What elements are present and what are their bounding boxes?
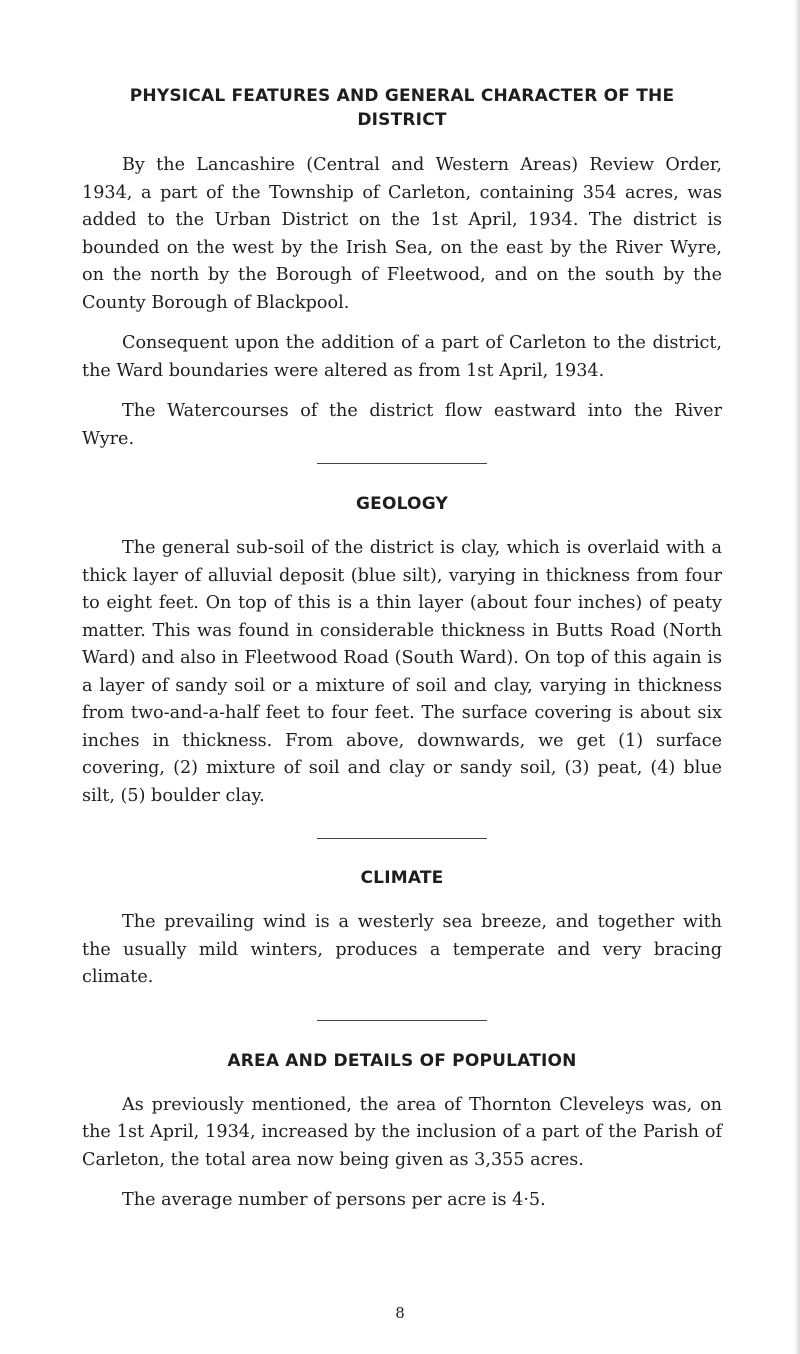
page-number: 8 <box>395 1304 405 1322</box>
paragraph-review-order: By the Lancashire (Central and Western Areas) Review Order, 1934, a part of the Township of Carleton, containing 354 acres, was added to the Urban District on the 1st April, 1934. The district is bounded on the west by the Irish Sea, on the east by the River Wyre, on the north by the Borough of Fleetwood, and on the south by the County Borough of Blackpool. <box>82 155 722 313</box>
heading-climate: CLIMATE <box>360 868 444 888</box>
section-divider <box>317 463 487 464</box>
section-divider <box>317 838 487 839</box>
paragraph-geology: The general sub-soil of the district is clay, which is overlaid with a thick layer of alluvial deposit (blue silt), varying in thickness from four to eight feet. On top of this is a thin layer (about four inches) of peaty matter. This was found in considerable thickness in Butts Road (North Ward) and also in Fleetwood Road (South Ward). On top of this again is a layer of sandy soil or a mixture of soil and clay, varying in thickness from two-and-a-half feet to four feet. The surface covering is about six inches in thickness. From above, downwards, we get (1) surface covering, (2) mixture of soil and clay or sandy soil, (3) peat, (4) blue silt, (5) boulder clay. <box>82 538 722 806</box>
paragraph-watercourses: The Watercourses of the district flow eastward into the River Wyre. <box>82 401 722 449</box>
heading-physical-features: PHYSICAL FEATURES AND GENERAL CHARACTER OF THE DISTRICT <box>129 86 675 130</box>
paragraph-climate: The prevailing wind is a westerly sea breeze, and together with the usually mild winters, produces a temperate and very bracing climate. <box>82 912 722 987</box>
paragraph-area: As previously mentioned, the area of Thornton Cleveleys was, on the 1st April, 1934, increased by the inclusion of a part of the Parish of Carleton, the total area now being given as 3,355 acres. <box>82 1094 722 1170</box>
paragraph-persons-per-acre: The average number of persons per acre is 4·5. <box>122 1190 546 1210</box>
heading-area-population: AREA AND DETAILS OF POPULATION <box>227 1050 577 1071</box>
paragraph-ward-boundaries: Consequent upon the addition of a part of Carleton to the district, the Ward boundaries were altered as from 1st April, 1934. <box>82 333 722 381</box>
page-content <box>82 84 722 1215</box>
scan-edge-shadow <box>794 0 800 1354</box>
heading-geology: GEOLOGY <box>356 494 448 514</box>
section-divider <box>317 1020 487 1021</box>
